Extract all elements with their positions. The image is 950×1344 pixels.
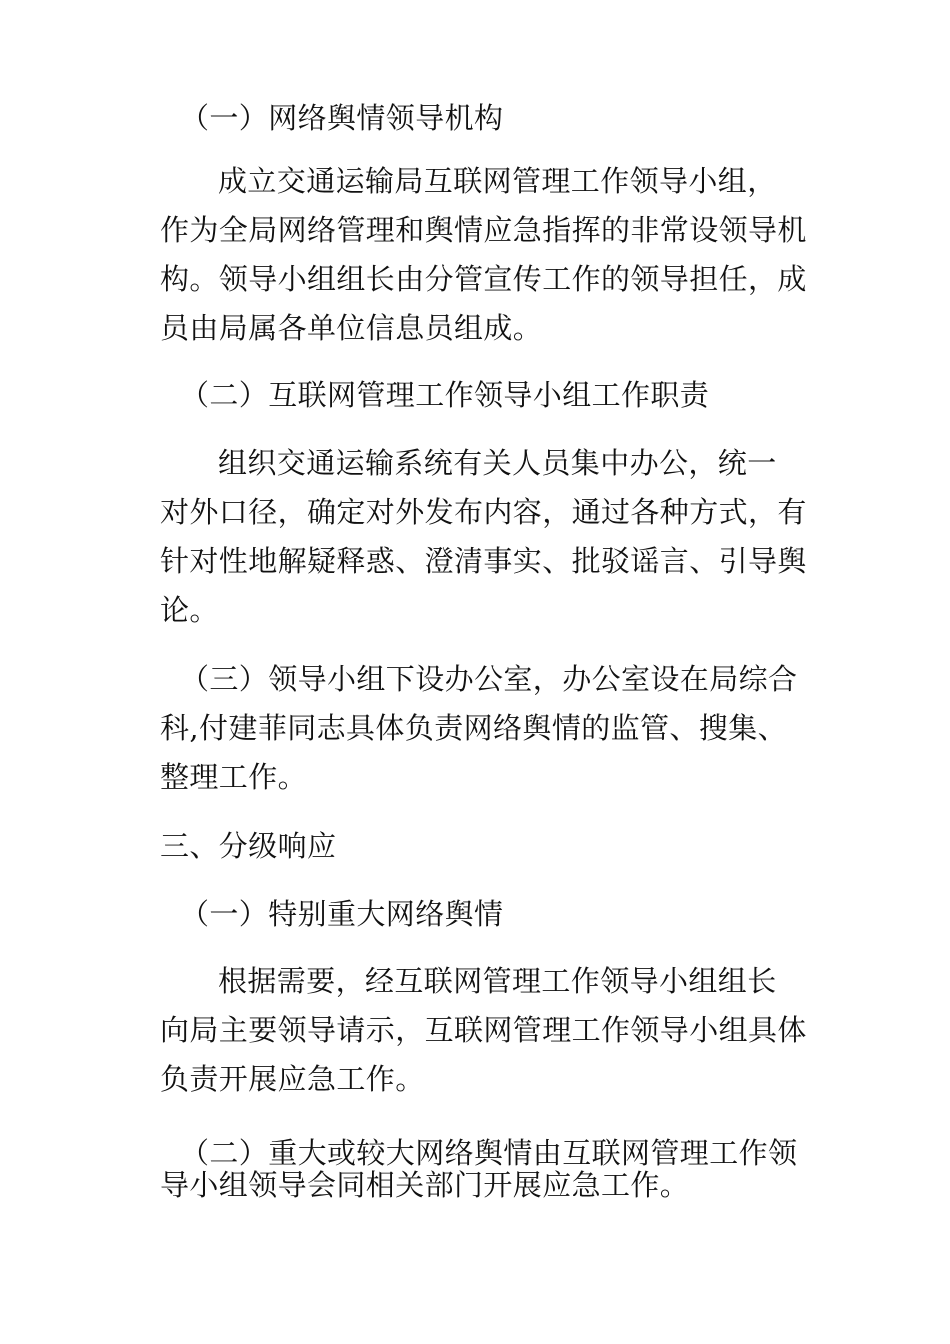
paragraph-line: 员由局属各单位信息员组成。 — [160, 311, 543, 345]
paragraph-line: 作为全局网络管理和舆情应急指挥的非常设领导机 — [160, 213, 807, 247]
paragraph-line: （二）重大或较大网络舆情由互联网管理工作领 — [180, 1136, 798, 1170]
paragraph-line: 整理工作。 — [160, 760, 308, 794]
paragraph-line: 向局主要领导请示，互联网管理工作领导小组具体 — [160, 1013, 807, 1047]
paragraph-line: 构。领导小组组长由分管宣传工作的领导担任，成 — [160, 262, 807, 296]
paragraph-line: 针对性地解疑释惑、澄清事实、批驳谣言、引导舆 — [160, 544, 807, 578]
heading-leadership-body: （一）网络舆情领导机构 — [180, 101, 504, 135]
paragraph-line: 成立交通运输局互联网管理工作领导小组， — [218, 164, 777, 198]
heading-major-sentiment: （一）特别重大网络舆情 — [180, 897, 504, 931]
paragraph-line: （三）领导小组下设办公室，办公室设在局综合 — [180, 662, 798, 696]
paragraph-line: 组织交通运输系统有关人员集中办公，统一 — [218, 446, 777, 480]
paragraph-line: 对外口径，确定对外发布内容，通过各种方式，有 — [160, 495, 807, 529]
paragraph-line: 根据需要，经互联网管理工作领导小组组长 — [218, 964, 777, 998]
paragraph-line: 科,付建菲同志具体负责网络舆情的监管、搜集、 — [160, 711, 788, 745]
paragraph-line: 论。 — [160, 593, 219, 627]
paragraph-line: 导小组领导会同相关部门开展应急工作。 — [160, 1168, 690, 1202]
paragraph-line: 负责开展应急工作。 — [160, 1062, 425, 1096]
heading-graded-response: 三、分级响应 — [160, 829, 337, 863]
heading-group-duties: （二）互联网管理工作领导小组工作职责 — [180, 378, 710, 412]
